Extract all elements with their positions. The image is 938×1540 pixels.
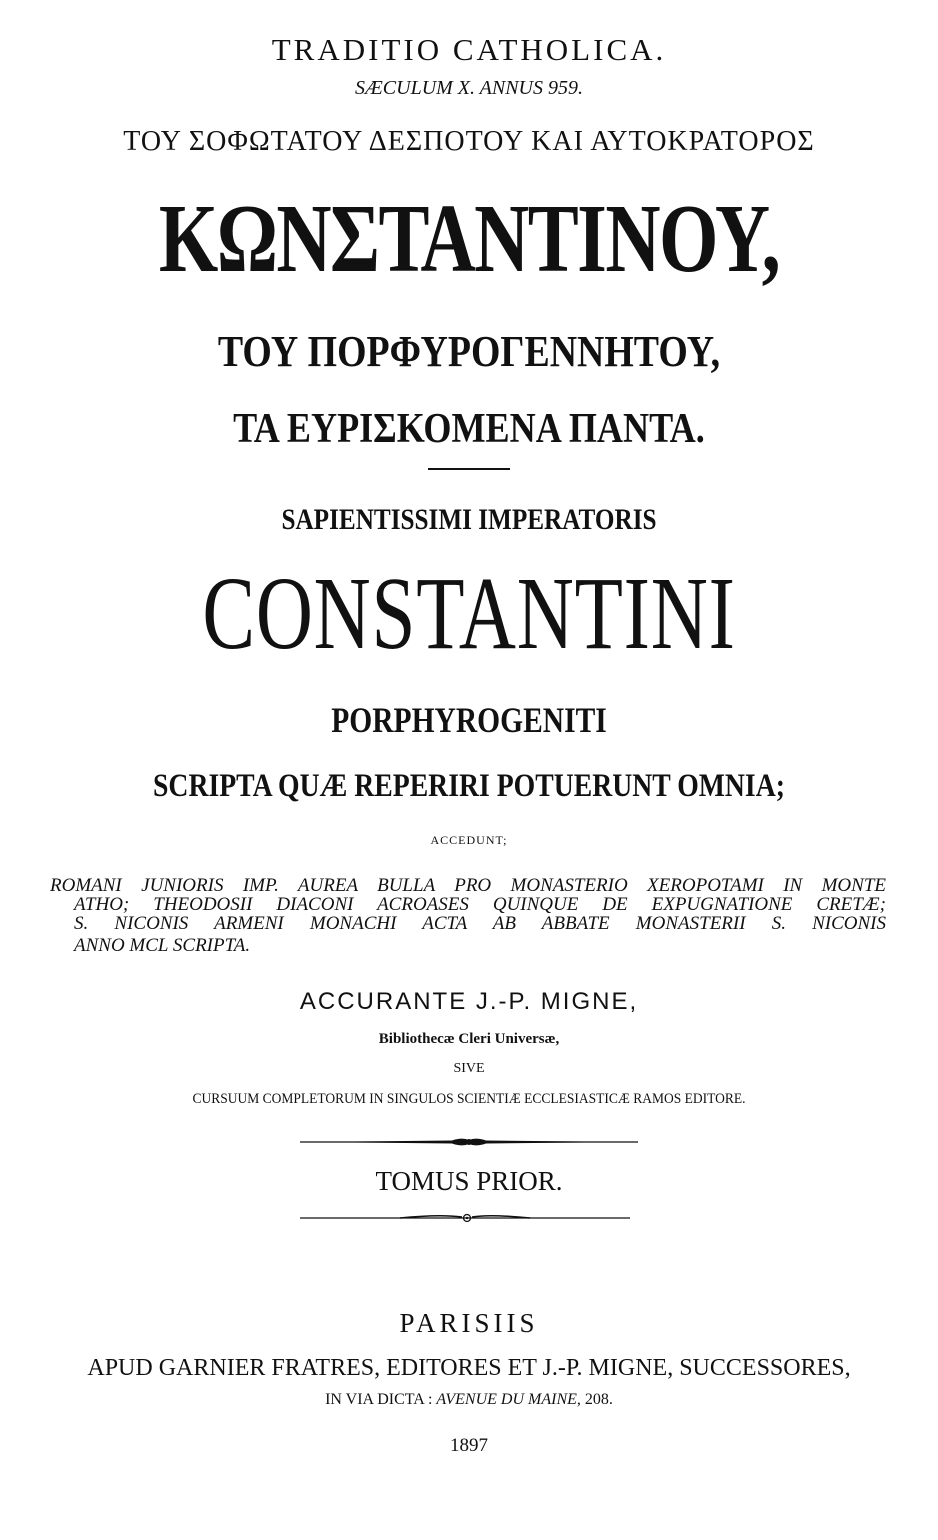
imprint-city: PARISIIS [399, 1308, 539, 1338]
latin-epithet-line: SAPIENTISSIMI IMPERATORIS [281, 503, 657, 536]
sive-line: SIVE [453, 1061, 485, 1076]
contents-line: ATHO; THEODOSII DIACONI ACROASES QUINQUE DE EXPUGNATIONE CRETÆ; [74, 894, 886, 915]
greek-author-name: ΚΩΝΣΤΑΝΤΙΝΟΥ, [158, 185, 780, 293]
contents-line: ANNO MCL SCRIPTA. [74, 935, 251, 956]
tomus-line: TOMUS PRIOR. [375, 1166, 563, 1196]
publication-year: 1897 [450, 1435, 488, 1456]
contents-line: ROMANI JUNIORIS IMP. AUREA BULLA PRO MONASTERIO XEROPOTAMI IN MONTE [50, 875, 886, 896]
greek-epithet-line: ΤΟΥ ΣΟΦΩΤΑΤΟΥ ΔΕΣΠΟΤΟΥ ΚΑΙ ΑΥΤΟΚΡΑΤΟΡΟΣ [123, 126, 815, 157]
saeculum-line: SÆCULUM X. ANNUS 959. [355, 77, 583, 99]
address-number: 208. [580, 1391, 613, 1408]
greek-works-line: ΤΑ ΕΥΡΙΣΚΟΜΕΝΑ ΠΑΝΤΑ. [233, 406, 705, 452]
editor-line: ACCURANTE J.-P. MIGNE, [299, 988, 639, 1015]
cursuum-line: CURSUUM COMPLETORUM IN SINGULOS SCIENTIÆ ECCLESIASTICÆ RAMOS EDITORE. [192, 1091, 746, 1107]
latin-works-line: SCRIPTA QUÆ REPERIRI POTUERUNT OMNIA; [153, 768, 785, 804]
accedunt-label: ACCEDUNT; [430, 833, 508, 847]
address-prefix: IN VIA DICTA : [325, 1391, 437, 1408]
contents-line: S. NICONIS ARMENI MONACHI ACTA AB ABBATE MONASTERII S. NICONIS [74, 913, 886, 934]
address-street: AVENUE DU MAINE, [436, 1391, 581, 1408]
bibliotheca-line: Bibliothecæ Cleri Universæ, [378, 1031, 560, 1047]
greek-porphyrogenitus-line: ΤΟΥ ΠΟΡΦΥΡΟΓΕΝΝΗΤΟΥ, [217, 327, 721, 376]
short-divider [428, 468, 510, 470]
address-line [0, 1392, 938, 1408]
ornamental-rule-icon [0, 1134, 938, 1150]
series-title: TRADITIO CATHOLICA. [271, 32, 667, 67]
latin-author-name: CONSTANTINI [202, 556, 736, 671]
publisher-line: APUD GARNIER FRATRES, EDITORES ET J.-P. MIGNE, SUCCESSORES, [87, 1355, 851, 1381]
latin-porphyrogeniti-line: PORPHYROGENITI [331, 700, 607, 740]
ornamental-rule-icon [0, 1210, 938, 1226]
